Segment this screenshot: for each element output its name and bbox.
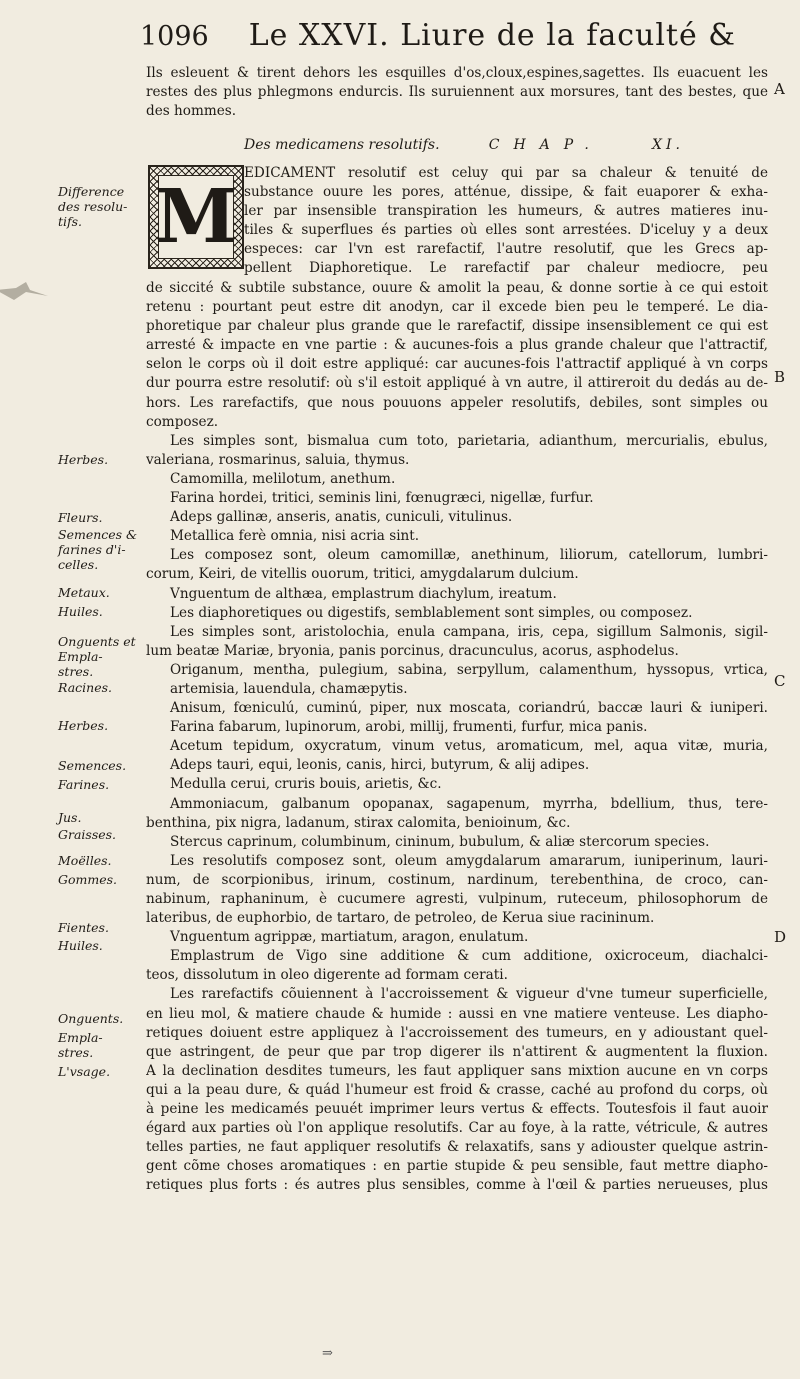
text-line: qui a la peau dure, & quád l'humeur est froid & crasse, caché au profond du corps, où	[146, 1081, 768, 1098]
drop-cap-letter: M	[155, 174, 237, 260]
text-line: en lieu mol, & matiere chaude & humide : aussi en vne matiere venteuse. Les diapho-	[146, 1005, 768, 1022]
margin-note	[58, 777, 142, 792]
chapter-number: XI.	[652, 137, 684, 153]
text-line: Anisum, fœniculú, cuminú, piper, nux moscata, coriandrú, baccæ lauri & iuniperi.	[170, 700, 768, 717]
text-line: arresté & impacte en vne partie : & aucunes-fois a plus grande chaleur que l'attractif,	[146, 337, 768, 354]
margin-note-line: Huiles.	[58, 938, 103, 953]
text-line: corum, Keiri, de vitellis ouorum, tritici, amygdalarum dulcium.	[146, 566, 579, 583]
text-line: Les rarefactifs cõuiennent à l'accroissement & vigueur d'vne tumeur superficielle,	[170, 986, 768, 1003]
chapter-heading	[244, 137, 684, 153]
text-line: gent cõme choses aromatiques : en partie stupide & peu sensible, faut mettre diapho-	[146, 1158, 768, 1175]
margin-note-line: Racines.	[58, 680, 112, 695]
text-line: Les simples sont, bismalua cum toto, parietaria, adianthum, mercurialis, ebulus,	[170, 432, 768, 449]
text-line: Medulla cerui, cruris bouis, arietis, &c.	[170, 776, 442, 793]
margin-note	[58, 1011, 142, 1026]
text-line: nabinum, raphaninum, è cucumere agresti, vulpinum, ruteceum, philosophorum de	[146, 891, 768, 907]
margin-note-line: Onguents et	[58, 634, 136, 649]
text-line: lateribus, de euphorbio, de tartaro, de petroleo, de Kerua siue racininum.	[146, 910, 655, 927]
margin-note	[58, 680, 142, 695]
margin-note-line: Moëlles.	[58, 853, 112, 868]
margin-note-line: Empla-	[58, 1030, 103, 1045]
margin-note	[58, 853, 142, 868]
text-line: égard aux parties où l'on applique resolutifs. Car au foye, à la ratte, vétricule, & autres	[146, 1120, 768, 1137]
section-marker: C	[774, 672, 786, 690]
margin-note-line: Semences &	[58, 527, 138, 542]
page-header	[140, 18, 750, 60]
margin-note	[58, 718, 142, 733]
text-line: num, de scorpionibus, irinum, costinum, nardinum, terebenthina, de croco, can-	[146, 871, 768, 888]
margin-note-line: Metaux.	[58, 585, 110, 600]
drop-cap-paragraph	[244, 164, 768, 279]
running-title: Le XXVI. Liure de la faculté &	[248, 18, 736, 53]
text-line: Emplastrum de Vigo sine additione & cum additione, oxicroceum, diachalci-	[170, 948, 768, 965]
page-number: 1096	[140, 21, 209, 52]
margin-note-line: Semences.	[58, 758, 127, 773]
section-marker: B	[774, 368, 786, 386]
margin-note	[58, 184, 142, 229]
text-line: teos, dissolutum in oleo digerente ad formam cerati.	[146, 967, 508, 984]
margin-note-line: celles.	[58, 557, 99, 572]
margin-note-line: Herbes.	[58, 452, 109, 467]
text-line: Les resolutifs composez sont, oleum amygdalarum amararum, iuniperinum, lauri-	[170, 852, 768, 869]
margin-note-line: tifs.	[58, 214, 83, 229]
text-line: des hommes.	[146, 103, 237, 120]
text-line: Les diaphoretiques ou digestifs, semblablement sont simples, ou composez.	[170, 604, 693, 621]
margin-note-line: stres.	[58, 1045, 94, 1060]
text-line: restes des plus phlegmons endurcis. Ils suruiennent aux morsures, tant des bestes, que	[146, 84, 768, 101]
margin-note	[58, 1030, 142, 1060]
margin-note	[58, 920, 142, 935]
text-line: Acetum tepidum, oxycratum, vinum vetus, aromaticum, mel, aqua vitæ, muria,	[170, 738, 768, 755]
text-line: especes: car l'vn est rarefactif, l'autre resolutif, que les Grecs ap-	[244, 241, 768, 258]
text-line: Farina hordei, tritici, seminis lini, fœnugræci, nigellæ, furfur.	[170, 490, 594, 507]
margin-note-line: Huiles.	[58, 604, 103, 619]
margin-note-line: Fientes.	[58, 920, 109, 935]
text-line: Origanum, mentha, pulegium, sabina, serpyllum, calamenthum, hyssopus, vrtica,	[170, 661, 768, 678]
text-line: Vnguentum agrippæ, martiatum, aragon, enulatum.	[170, 929, 529, 946]
text-line: retiques doiuent estre appliquez à l'accroissement des tumeurs, en y adioustant quel-	[146, 1024, 768, 1041]
intro-paragraph	[146, 64, 768, 121]
ink-stain-icon	[0, 278, 56, 302]
text-line: à peine les medicamés peuuét imprimer leurs vertus & effects. Toutesfois il faut auoir	[146, 1101, 768, 1118]
margin-note-line: stres.	[58, 664, 94, 679]
text-line: benthina, pix nigra, ladanum, stirax calomita, benioinum, &c.	[146, 814, 571, 831]
margin-note-line: Farines.	[58, 777, 110, 792]
margin-note-line: des resolu-	[58, 199, 128, 214]
text-line: EDICAMENT resolutif est celuy qui par sa chaleur & tenuité de	[244, 165, 768, 181]
section-marker: D	[774, 928, 787, 946]
margin-note	[58, 604, 142, 619]
text-line: Vnguentum de althæa, emplastrum diachylum, ireatum.	[170, 585, 557, 602]
margin-note	[58, 872, 142, 887]
margin-note-line: Herbes.	[58, 718, 109, 733]
text-line: Ammoniacum, galbanum opopanax, sagapenum, myrrha, bdellium, thus, tere-	[170, 795, 768, 812]
footer-mark: ⇒	[322, 1346, 333, 1361]
text-line: artemisia, lauendula, chamæpytis.	[170, 680, 408, 697]
text-line: valeriana, rosmarinus, saluia, thymus.	[146, 451, 410, 468]
text-line: Metallica ferè omnia, nisi acria sint.	[170, 528, 420, 545]
margin-note-line: farines d'i-	[58, 542, 126, 557]
margin-note-line: Graisses.	[58, 827, 117, 842]
text-line: lum beatæ Mariæ, bryonia, panis porcinus, dracunculus, acorus, asphodelus.	[146, 642, 679, 659]
margin-note	[58, 810, 142, 825]
text-line: pellent Diaphoretique. Le rarefactif par chaleur mediocre, peu	[244, 260, 768, 277]
text-line: selon le corps où il doit estre appliqué: car aucunes-fois l'attractif appliqué à vn corps	[146, 356, 768, 373]
margin-note	[58, 585, 142, 600]
text-line: composez.	[146, 413, 219, 430]
text-line: dur pourra estre resolutif: où s'il estoit appliqué à vn autre, il attireroit du dedás au de-	[146, 375, 768, 392]
text-line: A la declination desdites tumeurs, les faut appliquer sans mixtion aucune en vn corps	[146, 1062, 768, 1079]
text-line: retenu : pourtant peut estre dit anodyn, car il excede bien peu le temperé. Le dia-	[146, 299, 768, 316]
margin-note-line: Difference	[58, 184, 125, 199]
text-line: tiles & superflues és parties où elles sont arrestées. D'iceluy y a deux	[244, 222, 768, 239]
text-line: substance ouure les pores, atténue, dissipe, & fait euaporer & exha-	[244, 184, 768, 201]
margin-note-line: Onguents.	[58, 1011, 124, 1026]
margin-note-line: Empla-	[58, 649, 103, 664]
text-line: retiques plus forts : és autres plus sensibles, comme à l'œil & parties nerueuses, plus	[146, 1177, 768, 1194]
text-line: telles parties, ne faut appliquer resolutifs & relaxatifs, sans y adiouster quelque astrin-	[146, 1139, 768, 1156]
chapter-title: Des medicamens resolutifs.	[244, 137, 440, 153]
text-line: Stercus caprinum, columbinum, cininum, bubulum, & aliæ stercorum species.	[170, 833, 710, 850]
chapter-label: CHAP.	[488, 137, 603, 153]
text-line: Adeps gallinæ, anseris, anatis, cuniculi, vitulinus.	[170, 509, 513, 526]
margin-note-line: L'vsage.	[58, 1064, 111, 1079]
margin-note-line: Gommes.	[58, 872, 118, 887]
text-line: Les simples sont, aristolochia, enula campana, iris, cepa, sigillum Salmonis, sigil-	[170, 623, 768, 640]
margin-note-line: Fleurs.	[58, 510, 103, 525]
text-line: que astringent, de peur que par trop digerer ils n'attirent & augmentent la fluxion.	[146, 1043, 768, 1060]
text-line: Farina fabarum, lupinorum, arobi, millij, frumenti, furfur, mica panis.	[170, 719, 648, 736]
text-line: ler par insensible transpiration les humeurs, & autres matieres inu-	[244, 203, 768, 220]
text-line: Ils esleuent & tirent dehors les esquilles d'os,cloux,espines,sagettes. Ils euacuent les	[146, 65, 768, 81]
margin-note	[58, 758, 142, 773]
margin-note	[58, 1064, 142, 1079]
main-text	[146, 279, 768, 1196]
section-marker: A	[774, 80, 785, 98]
ornate-initial-icon	[148, 165, 244, 269]
text-line: de siccité & subtile substance, ouure & amolit la peau, & donne sortie à ce qui estoit	[146, 280, 768, 296]
margin-note	[58, 527, 142, 572]
text-line: hors. Les rarefactifs, que nous pouuons appeler resolutifs, debiles, sont simples ou	[146, 394, 768, 411]
margin-note	[58, 827, 142, 842]
text-line: Les composez sont, oleum camomillæ, anethinum, liliorum, catellorum, lumbri-	[170, 547, 768, 564]
text-line: phoretique par chaleur plus grande que le rarefactif, dissipe insensiblement ce qui est	[146, 318, 768, 335]
text-line: Adeps tauri, equi, leonis, canis, hirci, butyrum, & alij adipes.	[170, 757, 590, 774]
margin-note	[58, 510, 142, 525]
margin-note	[58, 452, 142, 467]
margin-note-line: Jus.	[58, 810, 82, 825]
margin-note	[58, 634, 142, 679]
text-line: Camomilla, melilotum, anethum.	[170, 470, 396, 487]
margin-note	[58, 938, 142, 953]
